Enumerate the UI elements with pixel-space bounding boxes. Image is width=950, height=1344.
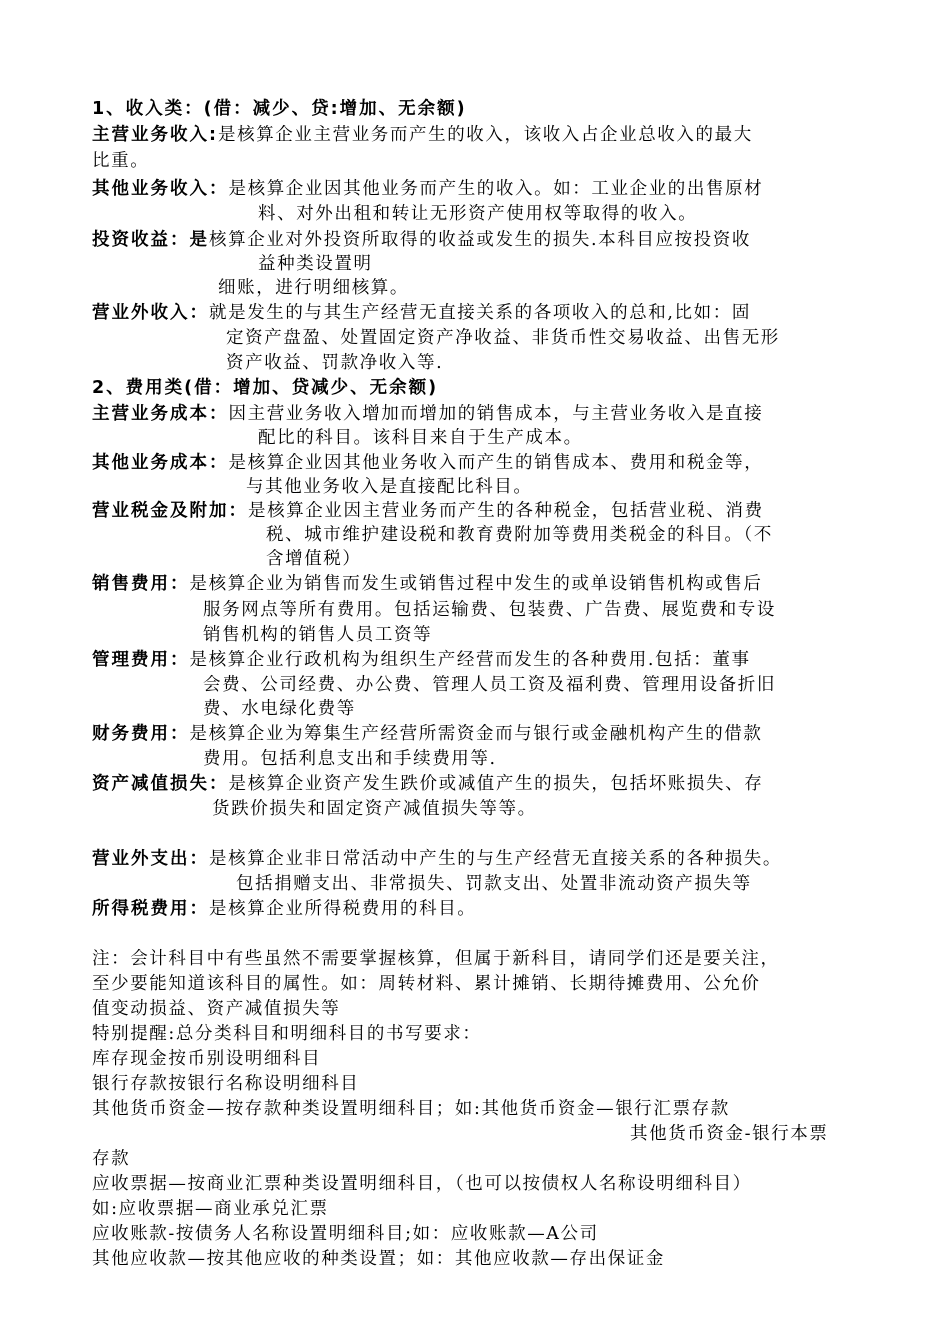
- entry-term: 投资收益：是: [92, 230, 209, 250]
- note-text: 其他货币资金-银行本票: [630, 1124, 829, 1144]
- entry-continuation: [203, 597, 776, 623]
- entry-text: 与其他业务收入是直接配比科目。: [246, 477, 533, 497]
- note-text: 特别提醒:总分类科目和明细科目的书写要求：: [92, 1024, 482, 1044]
- entry-text: 定资产盘盈、处置固定资产净收益、非货币性交易收益、出售无形: [226, 328, 780, 348]
- entry-text: 费、水电绿化费等: [203, 699, 356, 719]
- entry-text: 是核算企业所得税费用的科目。: [209, 899, 477, 919]
- entry-text: 是核算企业资产发生跌价或减值产生的损失，包括坏账损失、存: [228, 774, 764, 794]
- entry-continuation: [226, 325, 780, 351]
- section-heading-income: [92, 96, 467, 122]
- entry-term: 其他业务收入：: [92, 179, 229, 199]
- entry-text: 是核算企业为筹集生产经营所需资金而与银行或金融机构产生的借款: [189, 724, 763, 744]
- entry-text: 是核算企业因其他业务而产生的收入。如：工业企业的出售原材: [228, 179, 764, 199]
- entry-continuation: [258, 251, 373, 277]
- entry-main-business-income: [92, 122, 753, 148]
- entry-continuation: [218, 275, 409, 301]
- entry-term: 其他业务成本：: [92, 453, 229, 473]
- detail-rule: [92, 1196, 329, 1222]
- entry-text: 核算企业对外投资所取得的收益或发生的损失.本科目应按投资收: [209, 230, 751, 250]
- entry-term: 主营业务成本：: [92, 404, 229, 424]
- detail-rule: [92, 1096, 730, 1122]
- entry-investment-income: [92, 227, 751, 253]
- entry-text: 因主营业务收入增加而增加的销售成本，与主营业务收入是直接: [228, 404, 764, 424]
- entry-term: 财务费用：: [92, 724, 190, 744]
- detail-rule-continuation: [630, 1121, 829, 1147]
- entry-text: 益种类设置明: [258, 254, 373, 274]
- entry-continuation: [226, 350, 443, 376]
- note-text: 其他应收款—按其他应收的种类设置；如：其他应收款—存出保证金: [92, 1249, 665, 1269]
- note-text: 库存现金按币别设明细科目: [92, 1049, 322, 1069]
- entry-continuation: [203, 696, 356, 722]
- entry-term: 营业税金及附加：: [92, 501, 248, 521]
- entry-term: 销售费用：: [92, 574, 190, 594]
- entry-text: 含增值税）: [266, 549, 362, 569]
- note-paragraph: [92, 996, 340, 1022]
- entry-continuation: [203, 746, 497, 772]
- note-text: 至少要能知道该科目的属性。如：周转材料、累计摊销、长期待摊费用、公允价: [92, 974, 761, 994]
- entry-asset-impairment-loss: [92, 771, 763, 797]
- entry-text: 是核算企业行政机构为组织生产经营而发生的各种费用.包括：董事: [189, 650, 751, 670]
- entry-text: 比重。: [92, 151, 150, 171]
- section-heading-expense: [92, 375, 438, 401]
- note-text: 其他货币资金—按存款种类设置明细科目；如:其他货币资金—银行汇票存款: [92, 1099, 730, 1119]
- note-paragraph: [92, 971, 761, 997]
- entry-text: 是核算企业主营业务而产生的收入，该收入占企业总收入的最大: [218, 125, 753, 145]
- entry-text: 服务网点等所有费用。包括运输费、包装费、广告费、展览费和专设: [203, 600, 776, 620]
- entry-text: 是核算企业非日常活动中产生的与生产经营无直接关系的各种损失。: [209, 849, 782, 869]
- entry-term: 资产减值损失：: [92, 774, 229, 794]
- entry-continuation: [246, 474, 533, 500]
- entry-continuation: [258, 425, 583, 451]
- entry-text: 是核算企业因主营业务而产生的各种税金，包括营业税、消费: [248, 501, 764, 521]
- entry-continuation: [258, 201, 697, 227]
- entry-text: 细账，进行明细核算。: [218, 278, 409, 298]
- entry-selling-expenses: [92, 571, 763, 597]
- note-text: 注：会计科目中有些虽然不需要掌握核算，但属于新科目，请同学们还是要关注，: [92, 949, 780, 969]
- entry-non-operating-income: [92, 300, 751, 326]
- note-text: 值变动损益、资产减值损失等: [92, 999, 341, 1019]
- entry-term: 营业外收入：: [92, 303, 209, 323]
- heading-text: 1、收入类：(借：减少、贷:增加、无余额): [92, 99, 467, 119]
- note-text: 银行存款按银行名称设明细科目: [92, 1074, 360, 1094]
- entry-continuation: [266, 522, 773, 548]
- heading-text: 2、费用类(借：增加、贷减少、无余额): [92, 378, 439, 398]
- note-paragraph: [92, 946, 780, 972]
- entry-term: 营业外支出：: [92, 849, 209, 869]
- entry-text: 就是发生的与其生产经营无直接关系的各项收入的总和,比如：固: [209, 303, 751, 323]
- entry-continuation: [203, 672, 776, 698]
- reminder-heading: [92, 1021, 482, 1047]
- entry-text: 配比的科目。该科目来自于生产成本。: [258, 428, 583, 448]
- entry-financial-expenses: [92, 721, 763, 747]
- entry-term: 所得税费用：: [92, 899, 209, 919]
- entry-income-tax-expense: [92, 896, 476, 922]
- entry-text: 料、对外出租和转让无形资产使用权等取得的收入。: [258, 204, 698, 224]
- detail-rule: [92, 1246, 665, 1272]
- entry-other-business-cost: [92, 450, 763, 476]
- entry-text: 包括捐赠支出、非常损失、罚款支出、处置非流动资产损失等: [236, 874, 752, 894]
- entry-other-business-income: [92, 176, 763, 202]
- entry-text: 税、城市维护建设税和教育费附加等费用类税金的科目。（不: [266, 525, 773, 545]
- note-text: 应收票据—按商业汇票种类设置明细科目，（也可以按债权人名称设明细科目）: [92, 1174, 752, 1194]
- detail-rule: [92, 1046, 321, 1072]
- entry-text: 货跌价损失和固定资产减值损失等等。: [212, 799, 537, 819]
- entry-main-business-cost: [92, 401, 763, 427]
- detail-rule: [92, 1071, 359, 1097]
- entry-text: 费用。包括利息支出和手续费用等.: [203, 749, 497, 769]
- entry-continuation: [236, 871, 752, 897]
- entry-continuation: [203, 622, 432, 648]
- entry-business-taxes: [92, 498, 764, 524]
- detail-rule: [92, 1221, 599, 1247]
- detail-rule-continuation: [92, 1146, 130, 1172]
- entry-non-operating-expenses: [92, 846, 782, 872]
- entry-text: 会费、公司经费、办公费、管理人员工资及福利费、管理用设备折旧: [203, 675, 776, 695]
- note-text: 存款: [92, 1149, 131, 1169]
- entry-text: 是核算企业因其他业务收入而产生的销售成本、费用和税金等，: [228, 453, 764, 473]
- note-text: 如:应收票据—商业承兑汇票: [92, 1199, 329, 1219]
- entry-continuation: [266, 546, 362, 572]
- entry-continuation: [212, 796, 537, 822]
- detail-rule: [92, 1171, 752, 1197]
- entry-text: 资产收益、罚款净收入等.: [226, 353, 444, 373]
- entry-text: 是核算企业为销售而发生或销售过程中发生的或单设销售机构或售后: [189, 574, 763, 594]
- entry-continuation: [92, 148, 149, 174]
- entry-term: 管理费用：: [92, 650, 190, 670]
- entry-term: 主营业务收入:: [92, 125, 218, 145]
- note-text: 应收账款-按债务人名称设置明细科目;如：应收账款—A公司: [92, 1224, 599, 1244]
- entry-administrative-expenses: [92, 647, 751, 673]
- entry-text: 销售机构的销售人员工资等: [203, 625, 433, 645]
